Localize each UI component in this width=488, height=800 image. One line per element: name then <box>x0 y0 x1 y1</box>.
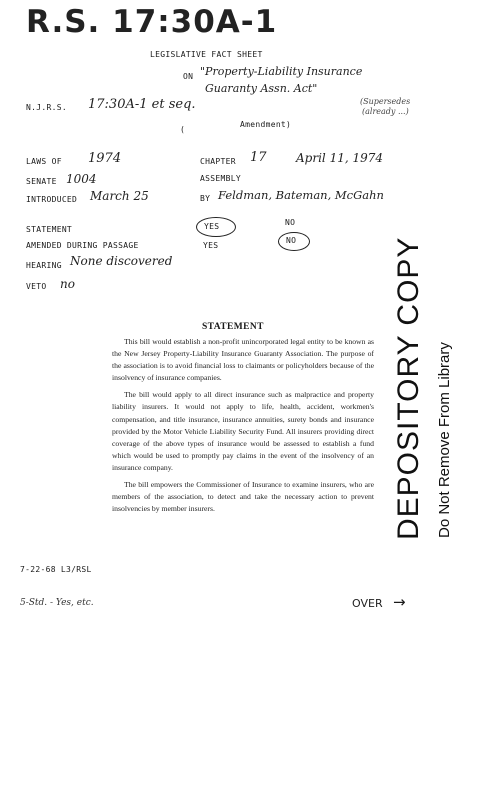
introduced-label: INTRODUCED <box>26 195 78 204</box>
statement-label: STATEMENT <box>26 225 73 234</box>
statement-title: STATEMENT <box>202 322 264 332</box>
margin-note-line1: (Supersedes <box>360 97 411 106</box>
amended-label: AMENDED DURING PASSAGE <box>26 241 139 250</box>
fact-sheet-title: LEGISLATIVE FACT SHEET <box>150 50 263 59</box>
arrow-right-icon: → <box>393 593 406 611</box>
amended-no: NO <box>286 236 297 245</box>
chapter-label: CHAPTER <box>200 157 236 166</box>
senate-label: SENATE <box>26 177 57 186</box>
statement-paragraph: This bill would establish a non-profit unincorporated legal entity to be known as the New Jersey Property-Liability Insurance Guaranty Association. The purpose of the association is to avoid financial loss to claimants or policyholders because of the insolvency of insurance companies. <box>112 337 374 383</box>
depository-stamp-line2: Do Not Remove From Library <box>436 342 453 538</box>
laws-of-value: 1974 <box>88 151 122 166</box>
senate-value: 1004 <box>66 172 97 186</box>
assembly-label: ASSEMBLY <box>200 174 241 183</box>
statement-body <box>112 336 374 520</box>
statement-paragraph: The bill would apply to all direct insurance such as malpractice and property liability insurers. It would not apply to life, health, accident, workmen's compensation, and title insurance, insurance annuities, surety bonds and insurance provided by the Motor Vehicle Liability Security Fund. All insurers providing direct coverage of the above types of insurance would be assessed to establish a fund which would be used to promptly pay claims in the event of the insolvency of an insurance company. <box>112 390 374 472</box>
amendment-open: ( <box>180 125 186 134</box>
statement-yes: YES <box>204 222 220 231</box>
by-label: BY <box>200 194 211 203</box>
veto-label: VETO <box>26 282 47 291</box>
veto-value: no <box>60 277 75 291</box>
laws-of-label: LAWS OF <box>26 157 62 166</box>
on-subject-line1: "Property-Liability Insurance <box>200 65 363 78</box>
footer-code: 7-22-68 L3/RSL <box>20 565 92 574</box>
njrs-label: N.J.R.S. <box>26 103 67 112</box>
rs-code: R.S. 17:30A-1 <box>26 4 278 40</box>
statement-no: NO <box>285 218 296 227</box>
hearing-value: None discovered <box>70 254 173 268</box>
over-label: OVER <box>352 597 383 610</box>
margin-note-line2: (already ...) <box>362 107 409 116</box>
chapter-value: 17 <box>250 150 267 165</box>
njrs-value: 17:30A-1 et seq. <box>88 97 196 112</box>
introduced-value: March 25 <box>90 189 149 203</box>
approved-date: April 11, 1974 <box>296 151 384 165</box>
on-subject-line2: Guaranty Assn. Act" <box>205 82 318 95</box>
depository-stamp-line1: DEPOSITORY COPY <box>392 236 425 540</box>
hearing-label: HEARING <box>26 261 62 270</box>
statement-paragraph: The bill empowers the Commissioner of Insurance to examine insurers, who are members of the association, to detect and take the necessary action to prevent insolvencies by member insurers. <box>112 480 374 514</box>
amended-yes: YES <box>203 241 219 250</box>
on-label: ON <box>183 72 194 81</box>
by-value: Feldman, Bateman, McGahn <box>218 188 384 202</box>
amendment-label: Amendment) <box>240 120 292 129</box>
footer-scribble: 5-Std. - Yes, etc. <box>20 598 94 608</box>
